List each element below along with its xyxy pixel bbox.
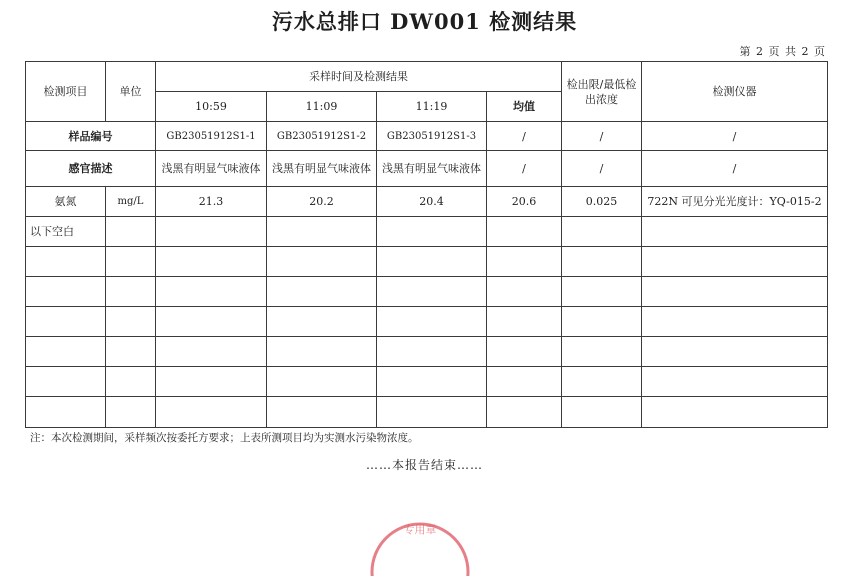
empty-cell	[377, 337, 487, 367]
table-row-sensory	[26, 151, 828, 187]
header-item: 检测项目	[26, 62, 106, 122]
empty-cell	[156, 277, 267, 307]
empty-cell	[26, 397, 106, 428]
table-row-empty	[26, 367, 828, 397]
empty-cell	[26, 277, 106, 307]
empty-cell	[562, 367, 642, 397]
empty-cell	[487, 367, 562, 397]
empty-cell	[26, 307, 106, 337]
svg-text:专用章: 专用章	[403, 523, 437, 536]
seal-stamp-icon	[368, 516, 472, 576]
header-unit: 单位	[106, 62, 156, 122]
empty-cell	[642, 277, 828, 307]
empty-cell	[156, 397, 267, 428]
header-mean: 均值	[487, 92, 562, 122]
empty-cell	[377, 277, 487, 307]
header-instrument: 检测仪器	[642, 62, 828, 122]
empty-cell	[487, 247, 562, 277]
empty-cell	[267, 217, 377, 247]
ammonia-mean: 20.6	[487, 187, 562, 217]
empty-cell	[267, 277, 377, 307]
empty-cell	[106, 217, 156, 247]
sample-id-limit: /	[562, 122, 642, 151]
sensory-desc-2: 浅黑有明显气味液体	[267, 151, 377, 187]
sensory-desc-1: 浅黑有明显气味液体	[156, 151, 267, 187]
ammonia-item: 氨氮	[26, 187, 106, 217]
sample-id-1: GB23051912S1-1	[156, 122, 267, 151]
empty-cell	[106, 337, 156, 367]
empty-cell	[487, 307, 562, 337]
empty-cell	[267, 397, 377, 428]
table-row-empty	[26, 337, 828, 367]
table-row-empty	[26, 277, 828, 307]
empty-cell	[487, 397, 562, 428]
table-row-empty	[26, 307, 828, 337]
empty-cell	[267, 247, 377, 277]
empty-cell	[562, 397, 642, 428]
empty-cell	[377, 367, 487, 397]
ammonia-value-2: 20.2	[267, 187, 377, 217]
row-label-sample-id: 样品编号	[26, 122, 156, 151]
empty-cell	[562, 247, 642, 277]
table-row-empty	[26, 247, 828, 277]
empty-cell	[642, 247, 828, 277]
report-end-marker: ……本报告结束……	[365, 458, 483, 472]
header-limit: 检出限/最低检出浓度	[562, 62, 642, 122]
table-row-ammonia	[26, 187, 828, 217]
empty-cell	[106, 367, 156, 397]
sensory-desc-3: 浅黑有明显气味液体	[377, 151, 487, 187]
header-time-3: 11:19	[377, 92, 487, 122]
empty-cell	[642, 307, 828, 337]
sensory-instrument: /	[642, 151, 828, 187]
empty-cell	[156, 247, 267, 277]
table-row-blank-note	[26, 217, 828, 247]
empty-cell	[106, 397, 156, 428]
ammonia-value-3: 20.4	[377, 187, 487, 217]
footnote: 注：本次检测期间，采样频次按委托方要求；上表所测项目均为实测水污染物浓度。	[30, 432, 419, 444]
empty-cell	[156, 367, 267, 397]
ammonia-limit: 0.025	[562, 187, 642, 217]
empty-cell	[106, 247, 156, 277]
empty-cell	[26, 367, 106, 397]
empty-cell	[156, 307, 267, 337]
table-row-empty	[26, 397, 828, 428]
empty-cell	[377, 247, 487, 277]
header-sampling: 采样时间及检测结果	[156, 62, 562, 92]
empty-cell	[642, 337, 828, 367]
ammonia-value-1: 21.3	[156, 187, 267, 217]
header-time-2: 11:09	[267, 92, 377, 122]
sensory-limit: /	[562, 151, 642, 187]
empty-cell	[642, 217, 828, 247]
sample-id-instrument: /	[642, 122, 828, 151]
empty-cell	[562, 337, 642, 367]
empty-cell	[377, 307, 487, 337]
empty-cell	[487, 217, 562, 247]
empty-cell	[562, 217, 642, 247]
header-row-1	[26, 62, 828, 92]
empty-cell	[377, 217, 487, 247]
row-label-sensory: 感官描述	[26, 151, 156, 187]
empty-cell	[267, 307, 377, 337]
empty-cell	[267, 337, 377, 367]
results-table	[25, 61, 828, 428]
empty-cell	[562, 307, 642, 337]
official-seal	[368, 516, 472, 576]
empty-cell	[26, 337, 106, 367]
empty-cell	[156, 217, 267, 247]
empty-cell	[487, 277, 562, 307]
sensory-mean: /	[487, 151, 562, 187]
empty-cell	[267, 367, 377, 397]
empty-cell	[642, 397, 828, 428]
ammonia-instrument: 722N 可见分光光度计：YQ-015-2	[642, 187, 828, 217]
empty-cell	[377, 397, 487, 428]
page-indicator: 第 2 页 共 2 页	[739, 45, 825, 58]
empty-cell	[106, 277, 156, 307]
document-title: 污水总排口 DW001 检测结果	[271, 9, 578, 34]
empty-cell	[106, 307, 156, 337]
ammonia-unit: mg/L	[106, 187, 156, 217]
empty-cell	[642, 367, 828, 397]
table-row-sample-id	[26, 122, 828, 151]
sample-id-2: GB23051912S1-2	[267, 122, 377, 151]
blank-note: 以下空白	[26, 217, 106, 247]
empty-cell	[562, 277, 642, 307]
empty-cell	[156, 337, 267, 367]
empty-cell	[487, 337, 562, 367]
sample-id-mean: /	[487, 122, 562, 151]
empty-cell	[26, 247, 106, 277]
sample-id-3: GB23051912S1-3	[377, 122, 487, 151]
header-time-1: 10:59	[156, 92, 267, 122]
